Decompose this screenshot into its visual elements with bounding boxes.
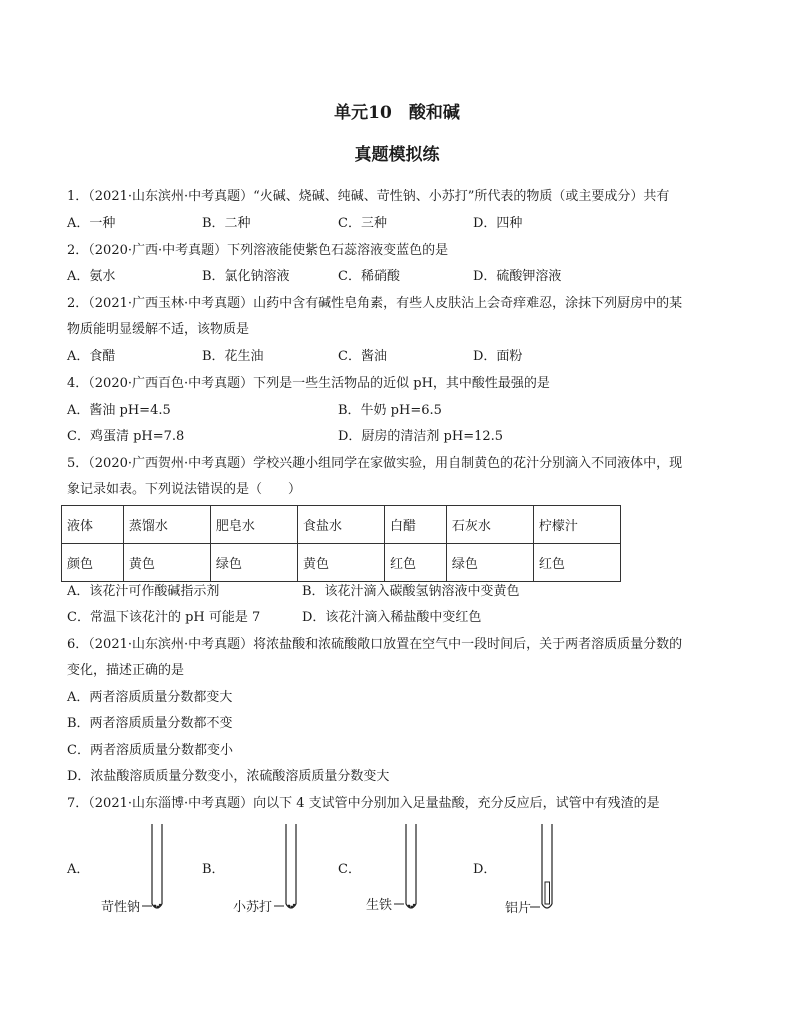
- q5-option-d: D．该花汁滴入稀盐酸中变红色: [302, 610, 482, 625]
- q6-option-a: A．两者溶质质量分数都变大: [67, 690, 233, 705]
- label-pointer-icon: [530, 905, 542, 909]
- question-2-text: 2．（2020·广西·中考真题）下列溶液能使紫色石蕊溶液变蓝色的是: [67, 243, 449, 258]
- question-6-line-2: 变化，描述正确的是: [67, 663, 185, 678]
- q2-option-c: C．稀硝酸: [338, 269, 400, 284]
- question-5-line-2: 象记录如表。下列说法错误的是（ ）: [67, 482, 302, 497]
- test-tube-a-icon: [148, 822, 170, 914]
- table-cell: 蒸馏水: [123, 506, 210, 544]
- test-tube-d-icon: [538, 822, 560, 914]
- table-cell: 液体: [62, 506, 124, 544]
- table-cell: 颜色: [62, 544, 124, 582]
- observation-table: [61, 505, 621, 582]
- table-cell: 红色: [384, 544, 446, 582]
- q5-option-a: A．该花汁可作酸碱指示剂: [67, 584, 220, 599]
- q3-option-d: D．面粉: [473, 349, 523, 364]
- question-5-line-1: 5．（2020·广西贺州·中考真题）学校兴趣小组同学在家做实验，用自制黄色的花汁分别滴入不同液体中，现: [67, 456, 683, 471]
- question-1-text: 1．（2021·山东滨州·中考真题）“火碱、烧碱、纯碱、苛性钠、小苏打”所代表的物质（或主要成分）共有: [67, 189, 670, 204]
- question-6-line-1: 6．（2021·山东滨州·中考真题）将浓盐酸和浓硫酸敞口放置在空气中一段时间后，关于两者溶质质量分数的: [67, 637, 683, 652]
- test-tube-b-icon: [282, 822, 304, 914]
- q7-option-c-letter: C．: [338, 862, 361, 877]
- table-cell: 食盐水: [297, 506, 384, 544]
- q3-option-b: B．花生油: [202, 349, 264, 364]
- test-tube-c-icon: [402, 822, 424, 914]
- table-cell: 绿色: [446, 544, 533, 582]
- table-cell: 绿色: [210, 544, 297, 582]
- q7-option-a-letter: A．: [67, 862, 90, 877]
- table-cell: 红色: [533, 544, 620, 582]
- q5-option-c: C．常温下该花汁的 pH 可能是 7: [67, 610, 261, 625]
- table-cell: 白醋: [384, 506, 446, 544]
- q4-option-d: D．厨房的清洁剂 pH=12.5: [338, 429, 504, 444]
- q2-option-d: D．硫酸钾溶液: [473, 269, 562, 284]
- question-3-line-1: 2．（2021·广西玉林·中考真题）山药中含有碱性皂角素，有些人皮肤沾上会奇痒难忍，涂抹下列厨房中的某: [67, 296, 683, 311]
- q7-option-d-letter: D．: [473, 862, 497, 877]
- q6-option-d: D．浓盐酸溶质质量分数变小，浓硫酸溶质质量分数变大: [67, 769, 390, 784]
- question-7-text: 7．（2021·山东淄博·中考真题）向以下 4 支试管中分别加入足量盐酸，充分反应后，试管中有残渣的是: [67, 796, 660, 811]
- q1-option-d: D．四种: [473, 216, 523, 231]
- q4-option-b: B．牛奶 pH=6.5: [338, 403, 442, 418]
- q5-option-b: B．该花汁滴入碳酸氢钠溶液中变黄色: [302, 584, 520, 599]
- q2-option-a: A．氨水: [67, 269, 116, 284]
- table-row: [62, 544, 621, 582]
- q7-option-b-letter: B．: [202, 862, 225, 877]
- q6-option-c: C．两者溶质质量分数都变小: [67, 743, 233, 758]
- tube-d-label: 铝片: [505, 901, 532, 916]
- q1-option-c: C．三种: [338, 216, 387, 231]
- unit-title: 单元10 酸和碱: [334, 103, 460, 123]
- question-4-text: 4．（2020·广西百色·中考真题）下列是一些生活物品的近似 pH，其中酸性最强的是: [67, 376, 550, 391]
- label-pointer-icon: [394, 902, 406, 906]
- label-pointer-icon: [142, 904, 154, 908]
- table-cell: 黄色: [123, 544, 210, 582]
- table-cell: 柠檬汁: [533, 506, 620, 544]
- q3-option-a: A．食醋: [67, 349, 116, 364]
- q3-option-c: C．酱油: [338, 349, 387, 364]
- q2-option-b: B．氯化钠溶液: [202, 269, 290, 284]
- subtitle: 真题模拟练: [354, 145, 440, 165]
- table-cell: 石灰水: [446, 506, 533, 544]
- table-cell: 黄色: [297, 544, 384, 582]
- tube-b-label: 小苏打: [233, 900, 273, 915]
- q4-option-a: A．酱油 pH=4.5: [67, 403, 171, 418]
- table-cell: 肥皂水: [210, 506, 297, 544]
- q6-option-b: B．两者溶质质量分数都不变: [67, 716, 233, 731]
- tube-c-label: 生铁: [366, 898, 393, 913]
- tube-a-label: 苛性钠: [101, 900, 141, 915]
- question-3-line-2: 物质能明显缓解不适，该物质是: [67, 322, 250, 337]
- q4-option-c: C．鸡蛋清 pH=7.8: [67, 429, 185, 444]
- q1-option-a: A．一种: [67, 216, 116, 231]
- table-row: [62, 506, 621, 544]
- label-pointer-icon: [274, 904, 286, 908]
- q1-option-b: B．二种: [202, 216, 251, 231]
